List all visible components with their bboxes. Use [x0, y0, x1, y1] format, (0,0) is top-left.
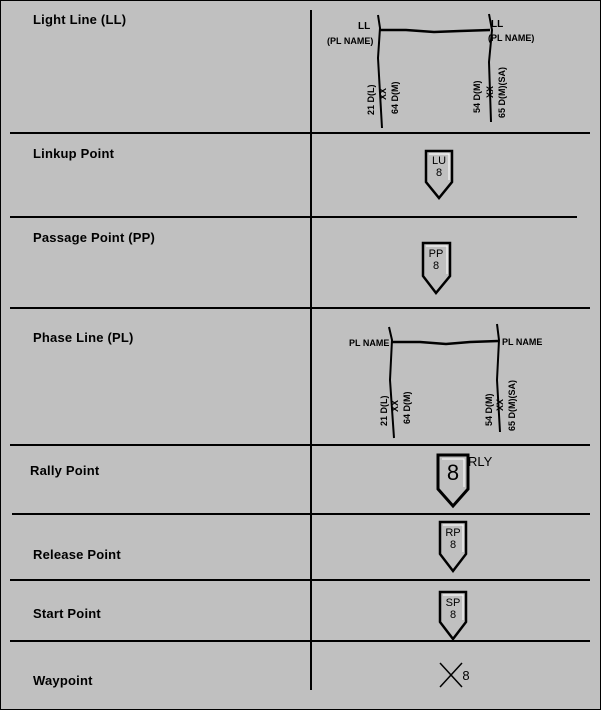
- waypoint-symbol: [436, 660, 476, 692]
- ll-right-name: (PL NAME): [488, 33, 535, 43]
- phase-line-symbol: [0, 310, 601, 440]
- row-label-linkup-point: Linkup Point: [33, 146, 115, 161]
- rally-point-tag: RLY: [468, 454, 493, 469]
- row-label-rally-point: Rally Point: [30, 463, 100, 478]
- rally-point-symbol: [436, 452, 500, 512]
- linkup-point-number: 8: [435, 167, 443, 179]
- row-divider: [10, 307, 590, 309]
- row-label-start-point: Start Point: [33, 606, 101, 621]
- start-point-symbol: [438, 590, 470, 642]
- light-line-symbol: [0, 0, 601, 140]
- ll-left-bot-text: 64 D(M): [390, 81, 400, 114]
- row-label-phase-line: Phase Line (PL): [33, 330, 134, 345]
- ll-right-bot-text: 65 D(M)(SA): [497, 67, 507, 118]
- start-point-number: 8: [449, 609, 457, 621]
- pl-right-bot-text: 65 D(M)(SA): [507, 380, 517, 431]
- linkup-point-symbol: [424, 149, 456, 201]
- passage-point-number: 8: [432, 260, 440, 272]
- row-divider: [12, 513, 590, 515]
- rally-point-number: 8: [446, 460, 460, 485]
- pl-left-top-text: 21 D(L): [379, 395, 389, 426]
- ll-left-top-text: 21 D(L): [366, 84, 376, 115]
- pl-left-name: PL NAME: [349, 338, 390, 348]
- start-point-code: SP: [445, 597, 461, 609]
- release-point-symbol: [438, 520, 470, 574]
- row-label-passage-point: Passage Point (PP): [33, 230, 156, 245]
- row-divider: [10, 579, 590, 581]
- pl-right-mid-text: XX: [495, 398, 505, 411]
- row-divider: [10, 216, 577, 218]
- pl-right-top-text: 54 D(M): [484, 393, 494, 426]
- row-label-release-point: Release Point: [33, 547, 121, 562]
- row-label-light-line: Light Line (LL): [33, 12, 127, 27]
- pl-right-name: PL NAME: [502, 337, 543, 347]
- ll-left-mid-text: XX: [378, 87, 388, 100]
- ll-right-label: LL: [491, 19, 504, 30]
- row-label-waypoint: Waypoint: [33, 673, 93, 688]
- ll-right-top-text: 54 D(M): [472, 80, 482, 113]
- passage-point-symbol: [421, 241, 453, 296]
- release-point-code: RP: [445, 527, 461, 539]
- ll-right-mid-text: XX: [485, 85, 495, 98]
- release-point-number: 8: [449, 539, 457, 551]
- ll-left-label: LL: [358, 21, 371, 32]
- row-divider: [10, 640, 590, 642]
- waypoint-number: 8: [462, 668, 470, 683]
- pl-left-mid-text: XX: [390, 399, 400, 412]
- pl-left-bot-text: 64 D(M): [402, 391, 412, 424]
- linkup-point-code: LU: [431, 155, 447, 167]
- row-divider: [10, 444, 590, 446]
- ll-left-name: (PL NAME): [327, 36, 374, 46]
- passage-point-code: PP: [428, 248, 444, 260]
